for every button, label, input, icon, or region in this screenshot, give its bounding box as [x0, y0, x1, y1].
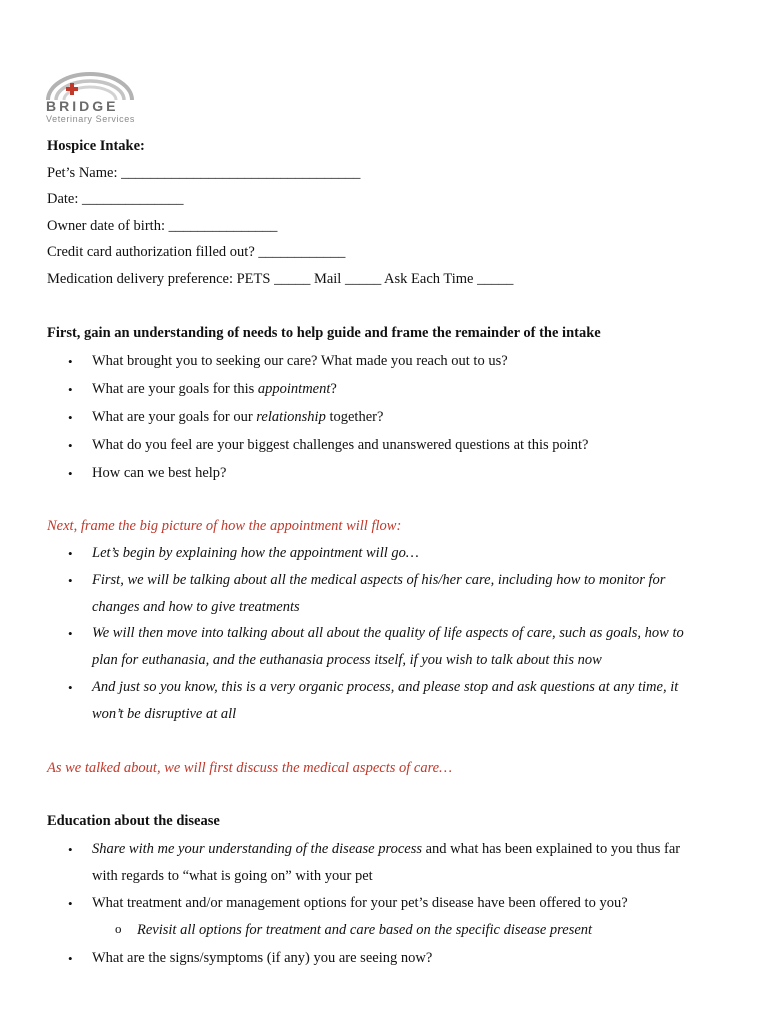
flow-organic-line1: And just so you know, this is a very organic process, and please stop and ask questions at any time, it	[92, 679, 679, 695]
bullet-icon: •	[68, 354, 73, 369]
bridge-logo	[44, 70, 136, 128]
logo-subtitle: Veterinary Services	[46, 114, 135, 124]
question-relationship-goals: What are your goals for our relationship together?	[92, 409, 384, 425]
section-education-heading: Education about the disease	[47, 813, 220, 829]
bullet-icon: •	[68, 951, 73, 966]
intake-title: Hospice Intake:	[47, 138, 145, 154]
date-field: Date: ______________	[47, 191, 184, 207]
flow-intro: Let’s begin by explaining how the appointment will go…	[92, 545, 419, 561]
education-understanding-line2: with regards to “what is going on” with your pet	[92, 868, 373, 884]
sub-bullet-icon: o	[115, 921, 122, 936]
cross-icon-horizontal	[66, 87, 78, 91]
education-understanding-line1: Share with me your understanding of the disease process and what has been explained to you thus far	[92, 841, 681, 857]
owner-dob-field: Owner date of birth: _______________	[47, 218, 278, 234]
logo-name: BRIDGE	[46, 98, 119, 114]
question-challenges: What do you feel are your biggest challenges and unanswered questions at this point?	[92, 437, 589, 453]
question-appointment-goals: What are your goals for this appointment?	[92, 381, 337, 397]
education-signs-symptoms: What are the signs/symptoms (if any) you are seeing now?	[92, 950, 433, 966]
flow-medical-line2: changes and how to give treatments	[92, 599, 300, 615]
credit-card-field: Credit card authorization filled out? ____________	[47, 244, 346, 260]
bullet-icon: •	[68, 410, 73, 425]
question-reason: What brought you to seeking our care? What made you reach out to us?	[92, 353, 508, 369]
flow-organic-line2: won’t be disruptive at all	[92, 706, 237, 722]
bullet-icon: •	[68, 680, 73, 695]
question-help: How can we best help?	[92, 465, 227, 481]
flow-quality-line1: We will then move into talking about all about the quality of life aspects of care, such as goals, how to	[92, 625, 684, 641]
section-medical-heading: As we talked about, we will first discuss the medical aspects of care…	[47, 760, 453, 776]
bullet-icon: •	[68, 382, 73, 397]
bullet-icon: •	[68, 438, 73, 453]
bullet-icon: •	[68, 626, 73, 641]
bullet-icon: •	[68, 896, 73, 911]
bullet-icon: •	[68, 546, 73, 561]
flow-medical-line1: First, we will be talking about all the medical aspects of his/her care, including how to monitor for	[92, 572, 666, 588]
bullet-icon: •	[68, 573, 73, 588]
flow-quality-line2: plan for euthanasia, and the euthanasia process itself, if you wish to talk about this now	[92, 652, 602, 668]
section-needs-heading: First, gain an understanding of needs to help guide and frame the remainder of the intake	[47, 325, 601, 341]
education-revisit-options: Revisit all options for treatment and care based on the specific disease present	[137, 922, 593, 938]
section-flow-heading: Next, frame the big picture of how the appointment will flow:	[47, 518, 402, 534]
bullet-icon: •	[68, 842, 73, 857]
pets-name-field: Pet’s Name: _________________________________	[47, 165, 361, 181]
education-treatment-options: What treatment and/or management options for your pet’s disease have been offered to you?	[92, 895, 628, 911]
bullet-icon: •	[68, 466, 73, 481]
medication-delivery-field: Medication delivery preference: PETS _____ Mail _____ Ask Each Time _____	[47, 271, 514, 287]
